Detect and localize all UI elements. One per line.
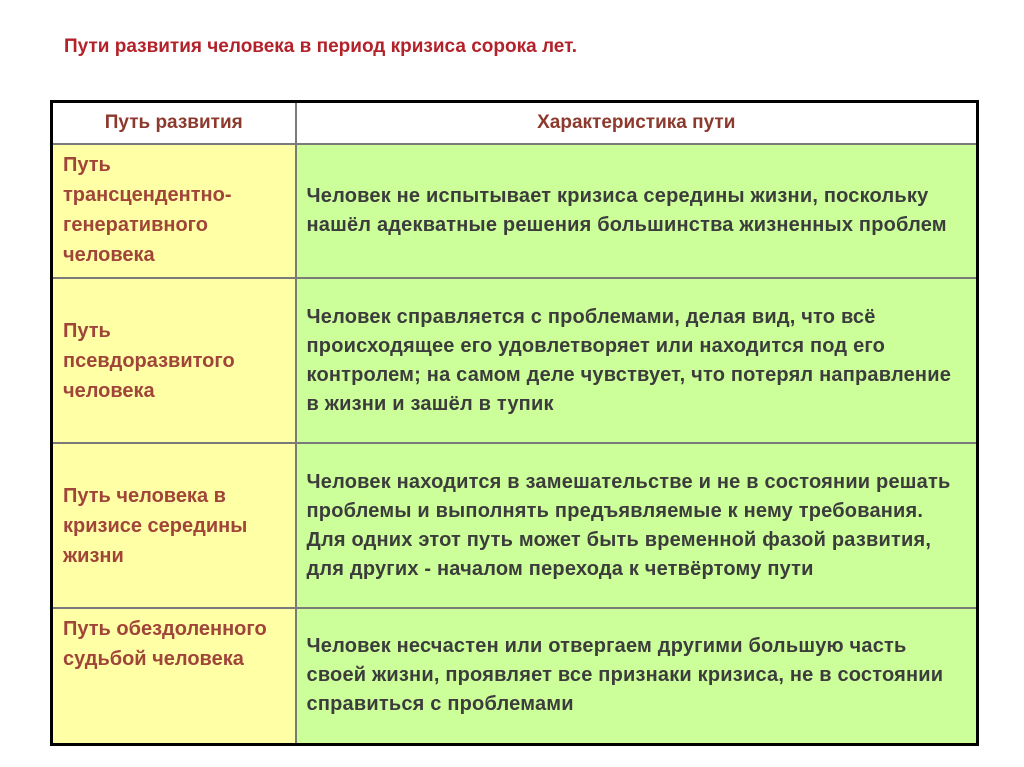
table-row (52, 278, 978, 443)
table-row (52, 144, 978, 278)
description-cell: Человек не испытывает кризиса середины жизни, поскольку нашёл адекватные решения большинства жизненных проблем (296, 144, 978, 278)
path-cell: Путь человека в кризисе середины жизни (52, 443, 296, 608)
development-paths-table (50, 100, 979, 746)
path-cell: Путь псевдоразвитого человека (52, 278, 296, 443)
header-path: Путь развития (52, 102, 296, 145)
path-cell: Путь трансцендентно-генеративного человека (52, 144, 296, 278)
description-cell: Человек находится в замешательстве и не в состоянии решать проблемы и выполнять предъявляемые к нему требования. Для одних этот путь может быть временной фазой развития, для других - началом перехода к четвёртому пути (296, 443, 978, 608)
table-header-row (52, 102, 978, 145)
page-title: Пути развития человека в период кризиса сорока лет. (64, 36, 577, 57)
path-cell: Путь обездоленного судьбой человека (52, 608, 296, 744)
description-cell: Человек справляется с проблемами, делая вид, что всё происходящее его удовлетворяет или находится под его контролем; на самом деле чувствует, что потерял направление в жизни и зашёл в тупик (296, 278, 978, 443)
table-row (52, 443, 978, 608)
header-characteristic: Характеристика пути (296, 102, 978, 145)
table-row (52, 608, 978, 744)
description-cell: Человек несчастен или отвергаем другими большую часть своей жизни, проявляет все признаки кризиса, не в состоянии справиться с проблемами (296, 608, 978, 744)
